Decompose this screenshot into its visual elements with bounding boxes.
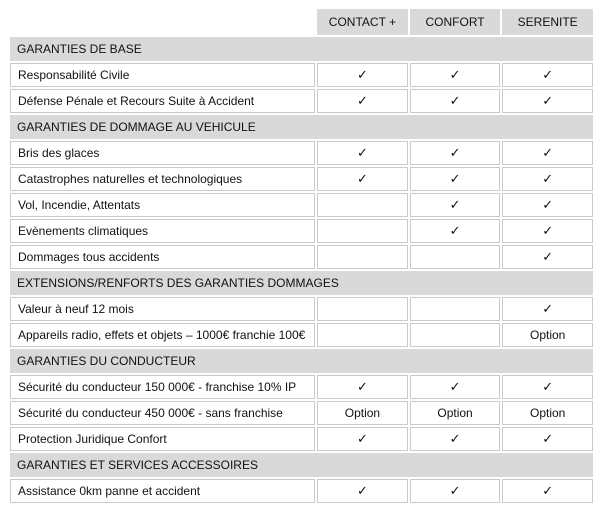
guarantee-label: Evènements climatiques [10,219,315,243]
section-header-row [10,37,593,61]
checkmark-icon: ✓ [449,94,461,109]
guarantee-row [10,63,593,87]
plan-cell-serenite [502,219,593,243]
checkmark-icon: ✓ [356,432,368,447]
guarantee-label: Défense Pénale et Recours Suite à Accident [10,89,315,113]
guarantee-label: Bris des glaces [10,141,315,165]
checkmark-icon: ✓ [449,484,461,499]
plan-cell-confort [410,219,501,243]
guarantee-label: Sécurité du conducteur 450 000€ - sans franchise [10,401,315,425]
guarantee-row [10,479,593,503]
plan-cell-serenite [502,427,593,451]
plan-cell-contact-plus [317,193,408,217]
plan-cell-serenite [502,297,593,321]
checkmark-icon: ✓ [449,224,461,239]
section-title: EXTENSIONS/RENFORTS DES GARANTIES DOMMAGES [10,271,593,295]
option-label: Option [530,406,566,420]
plan-cell-contact-plus [317,479,408,503]
guarantee-row [10,245,593,269]
checkmark-icon: ✓ [542,68,554,83]
section-title: GARANTIES DE BASE [10,37,593,61]
plan-cell-serenite [502,375,593,399]
plan-cell-contact-plus [317,89,408,113]
guarantee-label: Valeur à neuf 12 mois [10,297,315,321]
plan-cell-contact-plus [317,167,408,191]
guarantee-row [10,375,593,399]
plan-cell-contact-plus [317,245,408,269]
plan-header-contact-plus: CONTACT + [317,9,408,35]
checkmark-icon: ✓ [542,250,554,265]
checkmark-icon: ✓ [542,94,554,109]
guarantee-label: Catastrophes naturelles et technologiques [10,167,315,191]
plan-cell-serenite [502,63,593,87]
section-title: GARANTIES DU CONDUCTEUR [10,349,593,373]
checkmark-icon: ✓ [542,172,554,187]
option-label: Option [530,328,566,342]
plan-cell-contact-plus [317,297,408,321]
plan-cell-contact-plus [317,375,408,399]
plan-cell-confort [410,297,501,321]
section-title: GARANTIES DE DOMMAGE AU VEHICULE [10,115,593,139]
checkmark-icon: ✓ [356,484,368,499]
plan-cell-confort [410,401,501,425]
plan-cell-confort [410,375,501,399]
checkmark-icon: ✓ [449,432,461,447]
plan-cell-contact-plus [317,63,408,87]
header-blank-cell [10,9,315,35]
plan-cell-serenite [502,89,593,113]
plan-cell-confort [410,89,501,113]
plan-cell-contact-plus [317,427,408,451]
guarantee-row [10,297,593,321]
guarantee-label: Protection Juridique Confort [10,427,315,451]
guarantee-row [10,401,593,425]
plan-cell-contact-plus [317,219,408,243]
plan-cell-contact-plus [317,141,408,165]
section-header-row [10,271,593,295]
guarantees-comparison-table [8,7,595,505]
checkmark-icon: ✓ [356,146,368,161]
plan-cell-contact-plus [317,401,408,425]
plan-cell-confort [410,167,501,191]
section-header-row [10,115,593,139]
checkmark-icon: ✓ [449,146,461,161]
checkmark-icon: ✓ [542,380,554,395]
guarantee-row [10,167,593,191]
checkmark-icon: ✓ [449,172,461,187]
checkmark-icon: ✓ [542,432,554,447]
checkmark-icon: ✓ [356,380,368,395]
plan-cell-serenite [502,479,593,503]
guarantee-row [10,89,593,113]
guarantee-label: Assistance 0km panne et accident [10,479,315,503]
plan-header-confort: CONFORT [410,9,501,35]
plan-cell-serenite [502,193,593,217]
section-title: GARANTIES ET SERVICES ACCESSOIRES [10,453,593,477]
guarantee-row [10,219,593,243]
plan-header-row [10,9,593,35]
plan-cell-confort [410,323,501,347]
plan-cell-confort [410,479,501,503]
plan-cell-serenite [502,245,593,269]
guarantee-row [10,427,593,451]
checkmark-icon: ✓ [449,198,461,213]
option-label: Option [344,406,381,420]
table-body [10,9,593,503]
guarantee-label: Responsabilité Civile [10,63,315,87]
guarantee-row [10,141,593,165]
guarantee-label: Appareils radio, effets et objets – 1000€ franchie 100€ [10,323,315,347]
plan-cell-serenite [502,323,593,347]
guarantee-label: Vol, Incendie, Attentats [10,193,315,217]
checkmark-icon: ✓ [542,302,554,317]
plan-cell-confort [410,63,501,87]
option-label: Option [437,406,473,420]
guarantee-label: Dommages tous accidents [10,245,315,269]
plan-cell-serenite [502,401,593,425]
plan-cell-confort [410,141,501,165]
checkmark-icon: ✓ [449,380,461,395]
checkmark-icon: ✓ [356,172,368,187]
checkmark-icon: ✓ [542,198,554,213]
checkmark-icon: ✓ [356,94,368,109]
checkmark-icon: ✓ [542,224,554,239]
guarantee-row [10,193,593,217]
plan-header-serenite: SERENITE [502,9,593,35]
section-header-row [10,453,593,477]
checkmark-icon: ✓ [542,146,554,161]
checkmark-icon: ✓ [542,484,554,499]
plan-cell-contact-plus [317,323,408,347]
checkmark-icon: ✓ [449,68,461,83]
plan-cell-confort [410,193,501,217]
section-header-row [10,349,593,373]
checkmark-icon: ✓ [356,68,368,83]
plan-cell-confort [410,427,501,451]
guarantee-row [10,323,593,347]
plan-cell-serenite [502,167,593,191]
guarantee-label: Sécurité du conducteur 150 000€ - franchise 10% IP [10,375,315,399]
plan-cell-confort [410,245,501,269]
plan-cell-serenite [502,141,593,165]
